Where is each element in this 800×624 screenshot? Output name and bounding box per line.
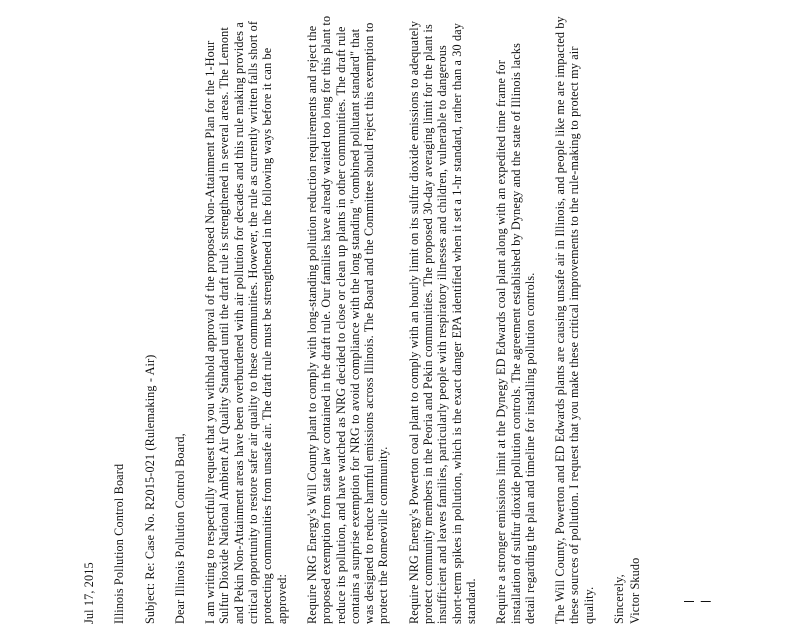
rotated-letter-page-cont	[80, 0, 580, 624]
page-edge-mark: — —	[684, 596, 713, 607]
letter-salutation: Dear Illinois Pollution Control Board,	[172, 433, 187, 624]
letter-recipient: Illinois Pollution Control Board	[112, 463, 127, 624]
letter-date: Jul 17, 2015	[82, 562, 96, 624]
letter-paragraph: Require NRG Energy's Will County plant to comply with long-standing pollution reduction requirements and reject the proposed exemption from state law contained in the draft rule. Our families have already waited too long for this plant to reduce its pollution, and have watched as NRG decided to close or clean up plants in other communities. The draft rule contains a surprise exemption for NRG to avoid compliance with the long standing "combined pollutant standard" that was designed to reduce harmful emissions across Illinois. The Board and the Committee should reject this exemption to protect the Romeoville community.	[304, 15, 391, 624]
letter-paragraph: I am writing to respectfully request that you withhold approval of the proposed Non-Attainment Plan for the 1-Hour Sulfur Dioxide National Ambient Air Quality Standard until the draft rule is strengthened in several areas. The Lemont and Pekin Non-Attainment areas have been overburdened with air pollution for decades and this rule making provides a critical opportunity to restore safer air quality to these communities. However, the rule as currently written falls short of protecting communities from unsafe air. The draft rule must be strengthened in the following ways before it can be approved:	[203, 20, 289, 624]
letter-paragraph: Require a stronger emissions limit at the Dynegy ED Edwards coal plant along with an expedited time frame for installation of sulfur dioxide pollution controls. The agreement established by Dynegy and the state of Illinois lacks detail regarding the plan and timeline for installing pollution controls.	[494, 42, 537, 624]
letter-signature: Victor Skudo	[628, 557, 643, 624]
letter-subject: Subject: Re: Case No. R2015-021 (Rulemaking - Air)	[142, 354, 157, 624]
letter-closing: Sincerely,	[612, 574, 627, 624]
letter-paragraph: Require NRG Energy's Powerton coal plant to comply with an hourly limit on its sulfur dioxide emissions to adequately protect community members in the Peoria and Pekin communities. The proposed 30-day averaging limit for the plant is insufficient and leaves families, particularly people with respiratory illnesses and children, vulnerable to dangerous short-term spikes in pollution, which is the exact danger EPA identified when it set a 1-hr standard, rather than a 30 day standard.	[406, 20, 478, 624]
letter-paragraph: The Will County, Powerton and ED Edwards plants are causing unsafe air in Illinois, and people like me are impacted by these sources of pollution. I request that you make these critical improvements to the rule-making to protect my air quality.	[553, 16, 596, 624]
